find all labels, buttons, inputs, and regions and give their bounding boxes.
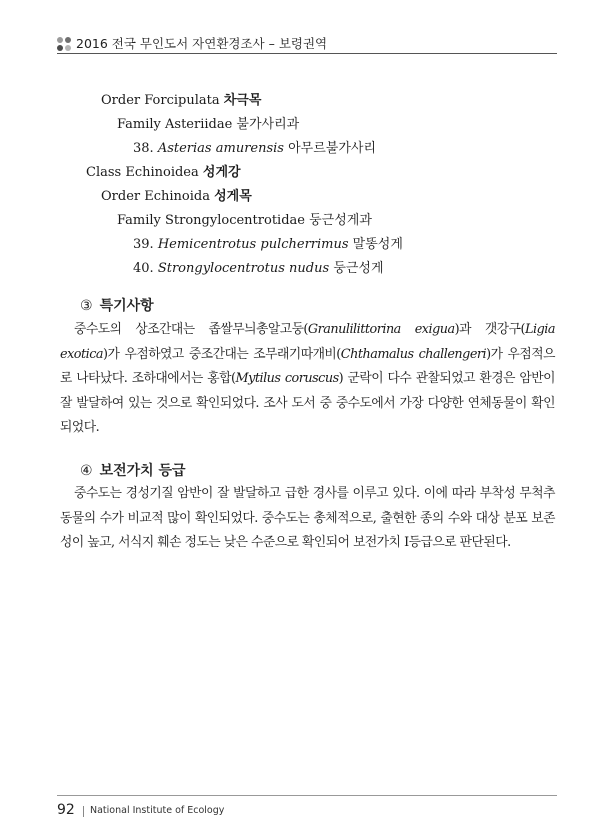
taxon-order-echinoida bbox=[101, 185, 252, 204]
header-rule bbox=[57, 53, 557, 54]
taxon-latin: Order Forcipulata bbox=[101, 93, 220, 108]
scientific-name: Ligia exotica bbox=[60, 322, 555, 362]
section-number: ④ bbox=[80, 463, 93, 479]
taxon-korean: 성게강 bbox=[202, 165, 241, 180]
taxon-korean: 둥근성게과 bbox=[309, 213, 372, 228]
taxon-family-asteriidae bbox=[117, 113, 299, 132]
species-epithet: nudus bbox=[289, 261, 330, 276]
section-heading-special-notes bbox=[80, 295, 154, 315]
text-run: )과 갯강구( bbox=[454, 322, 525, 337]
conservation-grade-paragraph: 중수도는 경성기질 암반이 잘 발달하고 급한 경사를 이루고 있다. 이에 따라 부착성 무척추동물의 수가 비교적 많이 확인되었다. 중수도는 총체적으로, 출현한 종의 수와 대상 분포 보존성이 높고, 서식지 훼손 정도는 낮은 수준으로 확인되어 보전가치 Ⅰ등급으로 판단된다. bbox=[60, 486, 555, 550]
special-notes-paragraph bbox=[60, 318, 555, 441]
species-number: 38. bbox=[133, 141, 154, 156]
taxon-latin: Order Echinoida bbox=[101, 189, 210, 204]
taxon-korean: 차극목 bbox=[223, 93, 262, 108]
species-korean: 둥근성게 bbox=[333, 261, 384, 276]
text-run: 중수도의 상조간대는 좁쌀무늬총알고둥( bbox=[74, 322, 308, 337]
footer-rule bbox=[57, 795, 557, 796]
species-38 bbox=[133, 137, 376, 156]
footer-separator bbox=[83, 806, 84, 817]
section-heading-conservation-grade bbox=[80, 460, 186, 480]
page-footer bbox=[57, 792, 557, 820]
scientific-name: Granulilittorina exigua bbox=[307, 322, 455, 337]
text-run: )가 우점하였고 중조간대는 조무래기따개비( bbox=[103, 346, 341, 362]
section-number: ③ bbox=[80, 298, 93, 314]
running-header bbox=[57, 33, 557, 53]
taxon-latin: Family Asteriidae bbox=[117, 117, 233, 132]
scientific-name: Mytilus coruscus bbox=[235, 371, 339, 386]
text-run: )가 우점적으로 나타났다. 조하대에서는 홍합( bbox=[60, 346, 555, 386]
taxon-class-echinoidea bbox=[86, 161, 241, 180]
species-epithet: pulcherrimus bbox=[260, 237, 349, 252]
scientific-name: Chthamalus challengeri bbox=[340, 346, 487, 362]
species-genus: Asterias bbox=[157, 141, 212, 156]
taxon-latin: Family Strongylocentrotidae bbox=[117, 213, 305, 228]
header-title: 2016 전국 무인도서 자연환경조사 – 보령권역 bbox=[76, 36, 328, 51]
species-number: 40. bbox=[133, 261, 154, 276]
text-run: ) 군락이 다수 관찰되었고 환경은 암반이 잘 발달하여 있는 것으로 확인되었다. 조사 도서 중 중수도에서 가장 다양한 연체동물이 확인되었다. bbox=[60, 371, 555, 435]
species-40 bbox=[133, 257, 384, 276]
species-korean: 말똥성게 bbox=[352, 237, 403, 252]
page-number: 92 bbox=[57, 802, 75, 818]
species-39 bbox=[133, 233, 403, 252]
taxon-latin: Class Echinoidea bbox=[86, 165, 199, 180]
species-number: 39. bbox=[133, 237, 154, 252]
taxon-korean: 불가사리과 bbox=[236, 117, 300, 132]
taxon-korean: 성게목 bbox=[214, 189, 252, 204]
species-korean: 아무르불가사리 bbox=[288, 141, 377, 156]
footer-institute: National Institute of Ecology bbox=[90, 805, 225, 816]
header-dots-icon bbox=[57, 37, 71, 51]
section-title: 특기사항 bbox=[99, 298, 154, 314]
taxon-order-forcipulata bbox=[101, 89, 261, 108]
taxon-family-strongylocentrotidae bbox=[117, 209, 372, 228]
species-genus: Strongylocentrotus bbox=[157, 261, 285, 276]
species-genus: Hemicentrotus bbox=[157, 237, 257, 252]
species-epithet: amurensis bbox=[215, 141, 284, 156]
section-title: 보전가치 등급 bbox=[99, 463, 186, 479]
